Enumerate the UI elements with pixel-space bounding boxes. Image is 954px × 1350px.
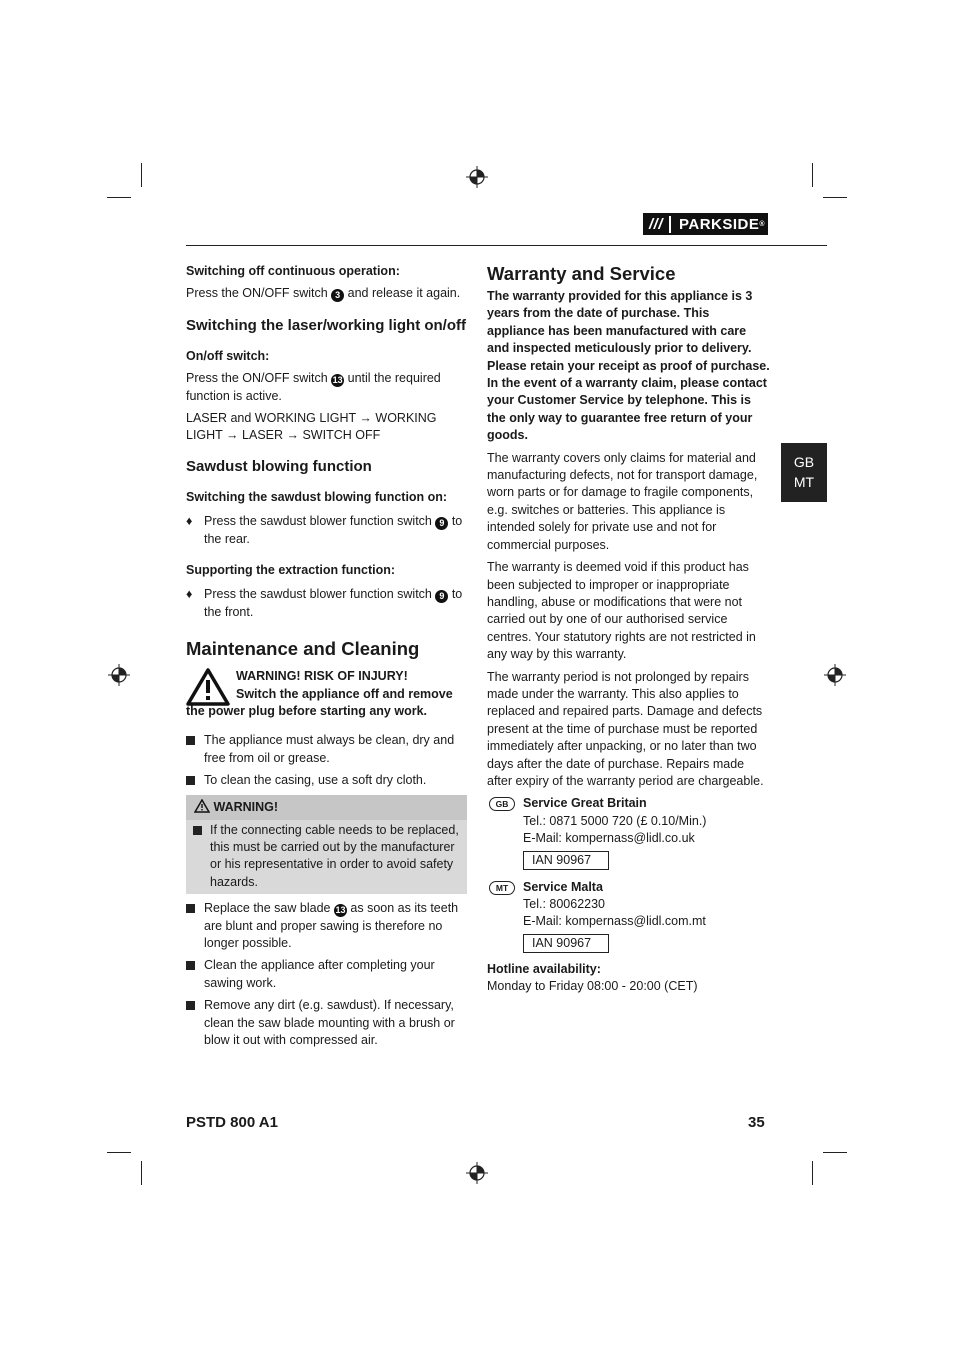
warranty-heading: Warranty and Service — [487, 263, 676, 284]
page-number: 35 — [748, 1114, 765, 1131]
switch-off-text: Press the ON/OFF switch 3 and release it again. — [186, 286, 461, 301]
registration-mark-icon — [108, 664, 130, 686]
warranty-claim: In the event of a warranty claim, please contact your Customer Service by telephone. This is the only way to guarantee free return of your goods. — [487, 376, 767, 443]
laser-sequence: LASER and WORKING LIGHT → WORKING LIGHT → LASER → SWITCH OFF — [186, 411, 437, 443]
gb-badge: GB — [489, 797, 515, 811]
warranty-para: The warranty is deemed void if this product has been subjected to improper or inappropriate handling, abuse or modifications that were not carried out by one of our authorised service centres. Your statutory rights are not restricted in any way by this warranty. — [487, 560, 756, 662]
onoff-text: Press the ON/OFF switch 13 until the required function is active. — [186, 371, 441, 403]
crop-mark — [812, 163, 813, 187]
switch-off-title: Switching off continuous operation: — [186, 264, 400, 278]
registration-mark-icon — [466, 166, 488, 188]
crop-mark — [812, 1161, 813, 1185]
list-item: ♦ Press the sawdust blower function switch 9 to the rear. — [186, 514, 463, 546]
mt-badge: MT — [489, 881, 515, 895]
parkside-logo: /// PARKSIDE ® — [643, 213, 768, 235]
onoff-title: On/off switch: — [186, 348, 270, 363]
warning-triangle-icon — [194, 799, 210, 813]
laser-heading: Switching the laser/working light on/off — [186, 316, 467, 334]
hotline-title: Hotline availability: — [487, 961, 601, 976]
right-column — [487, 263, 770, 996]
crop-mark — [107, 197, 131, 198]
header-rule — [186, 245, 827, 246]
registration-mark-icon — [824, 664, 846, 686]
ian-box: IAN 90967 — [523, 851, 609, 870]
registration-mark-icon — [466, 1162, 488, 1184]
maintenance-heading: Maintenance and Cleaning — [186, 638, 420, 660]
sawdust-on-title: Switching the sawdust blowing function on: — [186, 489, 448, 504]
warranty-para: The warranty covers only claims for material and manufacturing defects, not for transport damage, worn parts or for damage to fragile components, e.g. switches or batteries. This appliance is intended solely for private use and not for commercial purposes. — [487, 450, 758, 552]
list-item: Remove any dirt (e.g. sawdust). If necessary, clean the saw blade mounting with a brush or blow it out with compressed air. — [186, 997, 467, 1049]
model-number: PSTD 800 A1 — [186, 1114, 278, 1131]
service-gb: GB Service Great Britain Tel.: 0871 5000 720 (£ 0.10/Min.) E-Mail: kompernass@lidl.co.uk IAN 90967 — [487, 795, 770, 869]
crop-mark — [107, 1152, 131, 1153]
warranty-para: The warranty period is not prolonged by repairs made under the warranty. This also applies to replaced and repaired parts. Damage and defects present at the time of purchase must be reported immediately after unpacking, or no later than two days after the date of purchase. Repairs made after expiry of the warranty period are chargeable. — [487, 669, 764, 788]
warranty-intro: The warranty provided for this appliance is 3 years from the date of purchase. This appliance has been manufactured with care and inspected meticulously prior to delivery. Please retain your receipt as proof of purchase. — [487, 289, 770, 373]
list-item: Clean the appliance after completing your sawing work. — [186, 957, 467, 992]
crop-mark — [823, 1152, 847, 1153]
language-tab: GB MT — [781, 443, 827, 502]
list-item: ♦ Press the sawdust blower function switch 9 to the front. — [186, 587, 463, 619]
hotline-text: Monday to Friday 08:00 - 20:00 (CET) — [487, 979, 698, 994]
crop-mark — [823, 197, 847, 198]
extraction-title: Supporting the extraction function: — [186, 563, 396, 578]
service-mt: MT Service Malta Tel.: 80062230 E-Mail: kompernass@lidl.com.mt IAN 90967 — [487, 879, 770, 953]
injury-warning: WARNING! RISK OF INJURY! Switch the appliance off and remove the power plug before starting any work. — [186, 669, 453, 719]
list-item: If the connecting cable needs to be replaced, this must be carried out by the manufacturer or his representative in order to avoid safety hazards. — [186, 820, 467, 895]
list-item: The appliance must always be clean, dry and free from oil or grease. — [186, 732, 467, 767]
left-column — [186, 263, 467, 1049]
list-item: To clean the casing, use a soft dry cloth. — [186, 772, 467, 789]
warning-triangle-icon — [186, 668, 230, 706]
list-item: Replace the saw blade 13 as soon as its teeth are blunt and proper sawing is therefore no longer possible. — [186, 900, 467, 952]
ian-box: IAN 90967 — [523, 934, 609, 953]
warning-box-header: WARNING! — [186, 795, 467, 820]
sawdust-heading: Sawdust blowing function — [186, 457, 372, 475]
crop-mark — [141, 1161, 142, 1185]
crop-mark — [141, 163, 142, 187]
warning-box — [186, 795, 467, 895]
